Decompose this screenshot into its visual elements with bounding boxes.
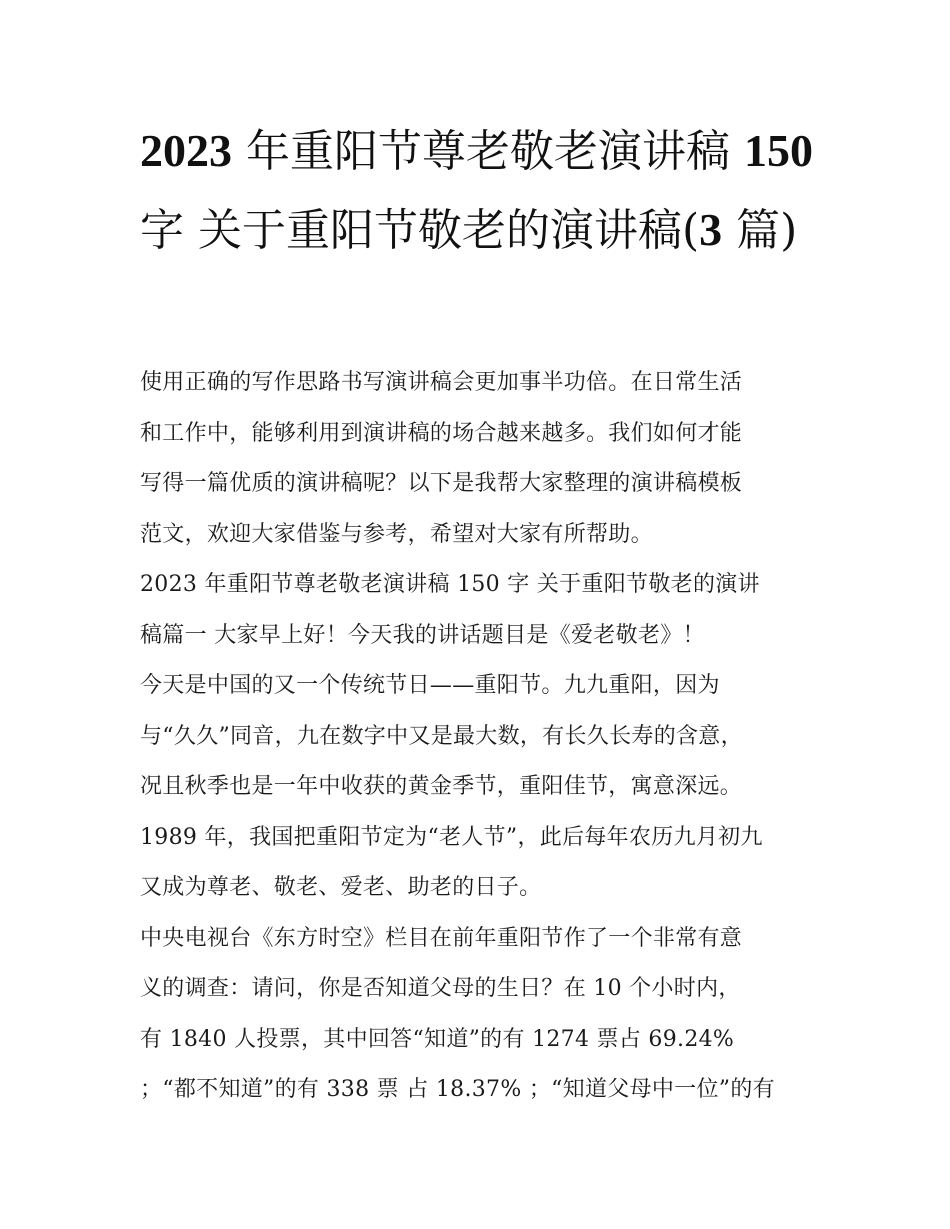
body-line: 范文，欢迎大家借鉴与参考，希望对大家有所帮助。 (140, 521, 653, 547)
document-body (140, 358, 840, 1116)
document-title (140, 112, 830, 270)
body-line: 况且秋季也是一年中收获的黄金季节，重阳佳节，寓意深远。 (140, 774, 743, 799)
body-line: 和工作中，能够利用到演讲稿的场合越来越多。我们如何才能 (140, 420, 743, 446)
body-line: 今天是中国的又一个传统节日——重阳节。九九重阳，因为 (140, 673, 720, 698)
title-number: 150 (743, 125, 813, 176)
body-line: 写得一篇优质的演讲稿呢？以下是我帮大家整理的演讲稿模板 (140, 471, 743, 496)
title-text: 字 关于重阳节敬老的演讲稿( (140, 205, 700, 256)
body-line: 1989 年，我国把重阳节定为“老人节”，此后每年农历九月初九 (140, 824, 763, 850)
body-line: 义的调查：请问，你是否知道父母的生日？在 10 个小时内， (140, 976, 741, 1001)
body-line: 2023 年重阳节尊老敬老演讲稿 150 字 关于重阳节敬老的演讲 (140, 572, 760, 597)
body-line: 有 1840 人投票，其中回答“知道”的有 1274 票占 69.24% (140, 1026, 735, 1052)
body-line: 与“久久”同音，九在数字中又是最大数，有长久长寿的含意， (140, 723, 743, 749)
body-line: 稿篇一 大家早上好！今天我的讲话题目是《爱老敬老》！ (140, 622, 705, 648)
title-number: 2023 (140, 125, 232, 176)
title-text: 篇) (722, 205, 798, 256)
body-line: 中央电视台《东方时空》栏目在前年重阳节作了一个非常有意 (140, 925, 743, 951)
body-line: ；“都不知道”的有 338 票 占 18.37% ；“知道父母中一位”的有 (140, 1077, 775, 1102)
body-line: 使用正确的写作思路书写演讲稿会更加事半功倍。在日常生活 (140, 370, 743, 395)
title-number: 3 (699, 204, 723, 255)
body-line: 又成为尊老、敬老、爱老、助老的日子。 (140, 875, 542, 900)
title-text: 年重阳节尊老敬老演讲稿 (232, 126, 744, 177)
